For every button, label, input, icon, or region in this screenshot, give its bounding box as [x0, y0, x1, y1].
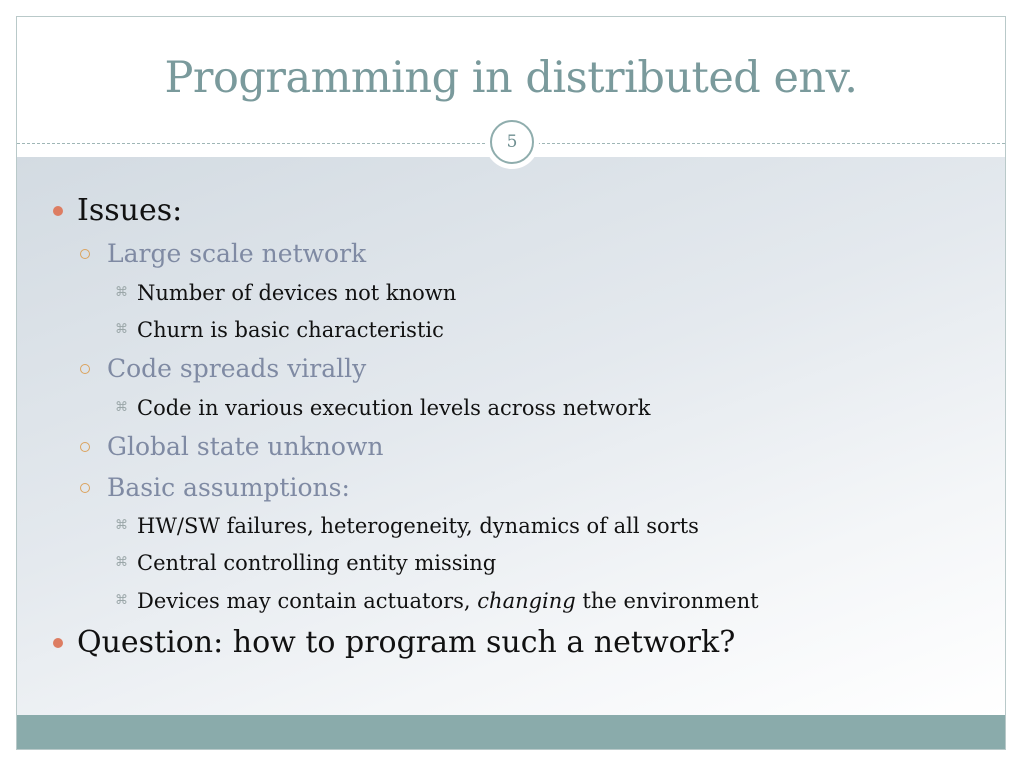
- bullet-text: Global state unknown: [107, 432, 384, 461]
- bullet-item: [107, 239, 366, 268]
- hollow-circle-bullet-icon: [80, 364, 90, 374]
- hollow-circle-bullet-icon: [80, 483, 90, 493]
- slide-title: Programming in distributed env.: [164, 53, 858, 103]
- bullet-text: Central controlling entity missing: [137, 551, 497, 575]
- bullet-text: Code spreads virally: [107, 354, 367, 383]
- filled-circle-bullet-icon: [53, 206, 63, 216]
- bullet-item: [115, 551, 497, 575]
- bullet-text-after: the environment: [575, 589, 759, 613]
- bullet-text-before: Devices may contain actuators,: [137, 589, 478, 613]
- bullet-item: [77, 625, 735, 660]
- bullet-text: Question: how to program such a network?: [77, 625, 736, 660]
- bullet-item: [107, 473, 350, 502]
- page-number-badge: [485, 115, 539, 169]
- x-mark-bullet-icon: ⌘: [115, 555, 128, 570]
- x-mark-bullet-icon: ⌘: [115, 322, 128, 337]
- bullet-text: Code in various execution levels across network: [137, 396, 651, 420]
- bullet-item: [115, 589, 759, 613]
- bullet-text: Number of devices not known: [137, 281, 457, 305]
- bullet-item: [115, 396, 651, 420]
- bullet-item: [107, 354, 366, 383]
- bullet-text: Churn is basic characteristic: [137, 318, 444, 342]
- bullet-text: Basic assumptions:: [107, 473, 350, 502]
- hollow-circle-bullet-icon: [80, 442, 90, 452]
- x-mark-bullet-icon: ⌘: [115, 400, 128, 415]
- x-mark-bullet-icon: ⌘: [115, 593, 128, 608]
- bullet-text: HW/SW failures, heterogeneity, dynamics of all sorts: [137, 514, 699, 538]
- bullet-text-emphasis: changing: [477, 589, 576, 613]
- bullet-item: [115, 514, 699, 538]
- page-number: 5: [490, 120, 534, 164]
- bullet-item: [115, 281, 457, 305]
- slide: [16, 16, 1006, 750]
- bullet-item: [77, 193, 182, 228]
- filled-circle-bullet-icon: [53, 638, 63, 648]
- bullet-text: Large scale network: [107, 239, 367, 268]
- bullet-item: [107, 432, 383, 461]
- x-mark-bullet-icon: ⌘: [115, 518, 128, 533]
- bullet-text: Issues:: [77, 193, 183, 228]
- x-mark-bullet-icon: ⌘: [115, 285, 128, 300]
- bullet-item: [115, 318, 444, 342]
- hollow-circle-bullet-icon: [80, 249, 90, 259]
